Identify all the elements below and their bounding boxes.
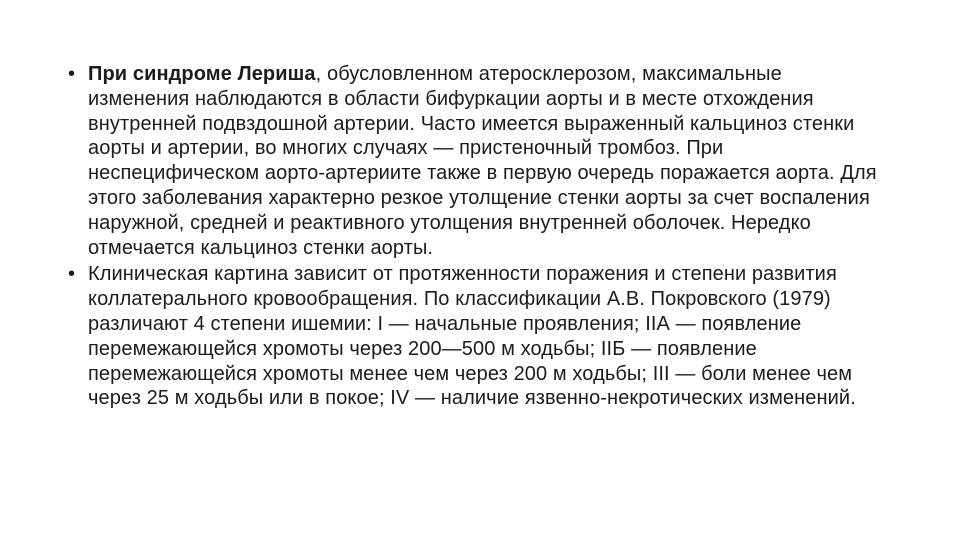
- bullet-body-text: , обусловленном атеросклерозом, максимальные изменения наблюдаются в области бифуркации аорты и в месте отхождения внутренней подвздошной артерии. Часто имеется выраженный кальциноз стенки аорты и артерии, во многих случаях — пристеночный тромбоз. При неспецифическом аорто-артериите также в первую очередь поражается аорта. Для этого заболевания характерно резкое утолщение стенки аорты за счет воспаления наружной, средней и реактивного утолщения внутренней оболочек. Нередко отмечается кальциноз стенки аорты.: [88, 63, 877, 259]
- bullet-bold-term: При синдроме Лериша: [88, 63, 316, 85]
- bullet-body-text: Клиническая картина зависит от протяженности поражения и степени развития коллатерального кровообращения. По классификации А.В. Покровского (1979) различают 4 степени ишемии: I — начальные проявления; IIА — появление перемежающейся хромоты через 200—500 м ходьбы; IIБ — появление перемежающейся хромоты менее чем через 200 м ходьбы; III — боли менее чем через 25 м ходьбы или в покое; IV — наличие язвенно-некротических изменений.: [88, 263, 856, 410]
- bullet-item-clinical-picture: [62, 262, 877, 411]
- bullet-list: [62, 62, 877, 413]
- bullet-text: [88, 62, 877, 260]
- bullet-item-leriche-syndrome: [62, 62, 877, 260]
- bullet-marker: •: [68, 263, 76, 286]
- bullet-marker: •: [68, 63, 76, 85]
